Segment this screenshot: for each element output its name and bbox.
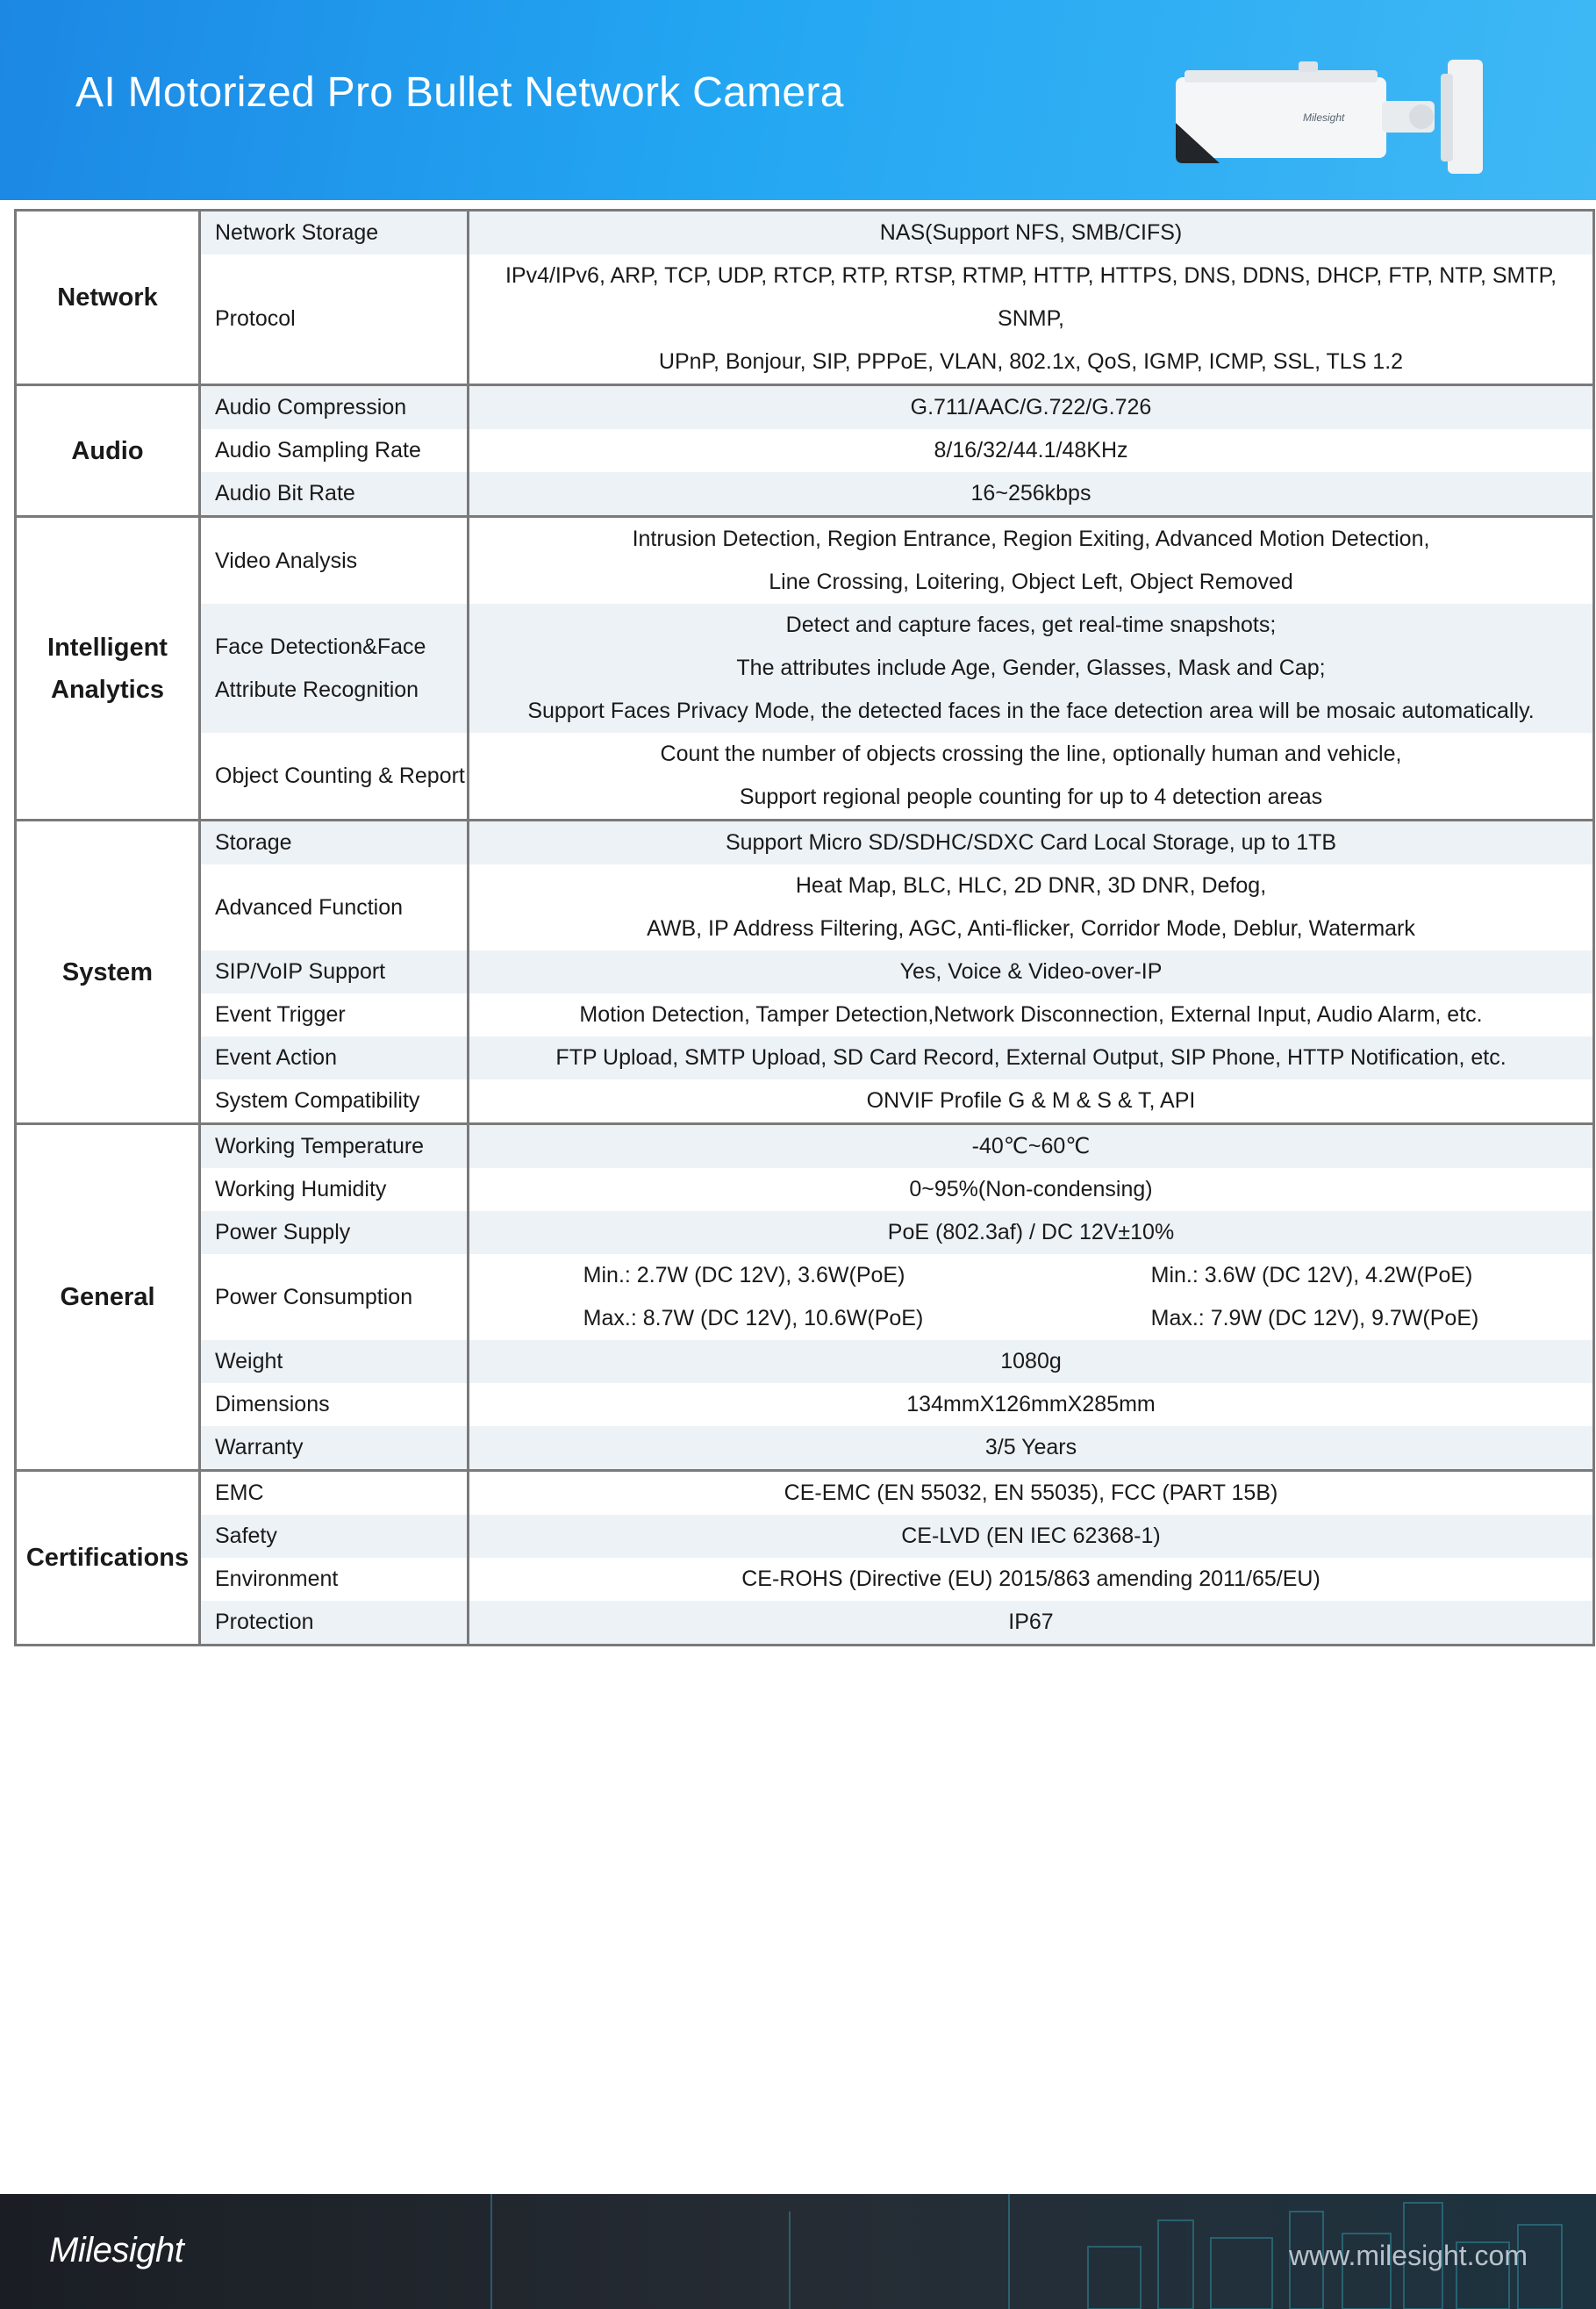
spec-label: Face Detection&Face Attribute Recognition [200, 604, 469, 733]
camera-brand-text: Milesight [1303, 111, 1345, 124]
spec-row [16, 1168, 1594, 1211]
spec-label: Audio Bit Rate [200, 472, 469, 517]
spec-value [469, 1124, 1594, 1169]
spec-label: Video Analysis [200, 517, 469, 605]
spec-label: Event Trigger [200, 993, 469, 1036]
spec-row [16, 1471, 1594, 1516]
spec-label: Environment [200, 1558, 469, 1601]
spec-row [16, 211, 1594, 255]
spec-value-line: Motion Detection, Tamper Detection,Network Disconnection, External Input, Audio Alarm, etc. [579, 1002, 1483, 1027]
milesight-logo: Milesight [49, 2231, 184, 2270]
spec-row [16, 1383, 1594, 1426]
spec-value-line: Support Micro SD/SDHC/SDXC Card Local Storage, up to 1TB [725, 830, 1337, 855]
camera-product-image [1158, 35, 1509, 193]
spec-value [469, 733, 1594, 821]
spec-group-name: General [16, 1124, 200, 1471]
spec-value [469, 1426, 1594, 1471]
spec-label: Network Storage [200, 211, 469, 255]
page-header [0, 0, 1596, 200]
spec-value [469, 1036, 1594, 1079]
power-consumption-grid [469, 1254, 1592, 1340]
spec-value-line: Min.: 3.6W (DC 12V), 4.2W(PoE) [1150, 1263, 1473, 1287]
power-consumption-column [583, 1254, 924, 1340]
spec-row [16, 385, 1594, 430]
spec-value [469, 821, 1594, 865]
spec-label: Object Counting & Report [200, 733, 469, 821]
spec-label: Warranty [200, 1426, 469, 1471]
spec-row [16, 1124, 1594, 1169]
spec-row [16, 472, 1594, 517]
spec-value [469, 211, 1594, 255]
spec-value-line: Max.: 7.9W (DC 12V), 9.7W(PoE) [1150, 1306, 1479, 1330]
spec-value [469, 385, 1594, 430]
spec-value [469, 1340, 1594, 1383]
spec-table-container [14, 209, 1592, 1646]
spec-row [16, 733, 1594, 821]
page-title: AI Motorized Pro Bullet Network Camera [75, 69, 844, 116]
spec-value [469, 255, 1594, 385]
spec-group-name: Certifications [16, 1471, 200, 1646]
spec-label: Working Temperature [200, 1124, 469, 1169]
spec-value-line: PoE (802.3af) / DC 12V±10% [887, 1220, 1175, 1244]
spec-row [16, 255, 1594, 385]
spec-value-line: Yes, Voice & Video-over-IP [899, 959, 1163, 984]
spec-label: Safety [200, 1515, 469, 1558]
spec-row [16, 1211, 1594, 1254]
spec-group-name: Network [16, 211, 200, 385]
spec-label: SIP/VoIP Support [200, 950, 469, 993]
spec-value-line: Heat Map, BLC, HLC, 2D DNR, 3D DNR, Defog, [795, 873, 1267, 898]
spec-row [16, 1601, 1594, 1646]
spec-value [469, 950, 1594, 993]
spec-label: Working Humidity [200, 1168, 469, 1211]
spec-value-line: -40℃~60℃ [971, 1134, 1091, 1158]
spec-value-line: Count the number of objects crossing the line, optionally human and vehicle, [660, 742, 1402, 766]
spec-value-line: IPv4/IPv6, ARP, TCP, UDP, RTCP, RTP, RTSP, RTMP, HTTP, HTTPS, DNS, DDNS, DHCP, FTP, NTP, SMTP, SNMP, [505, 263, 1557, 331]
spec-value [469, 1515, 1594, 1558]
spec-label: Storage [200, 821, 469, 865]
spec-row [16, 1079, 1594, 1124]
spec-row [16, 604, 1594, 733]
spec-value [469, 993, 1594, 1036]
page-footer [0, 2194, 1596, 2309]
spec-value-line: Max.: 8.7W (DC 12V), 10.6W(PoE) [583, 1306, 924, 1330]
spec-value-line: Support Faces Privacy Mode, the detected faces in the face detection area will be mosaic automatically. [527, 699, 1535, 723]
spec-value-line: Support regional people counting for up to 4 detection areas [739, 785, 1323, 809]
spec-value [469, 864, 1594, 950]
spec-row [16, 517, 1594, 605]
spec-group-name: System [16, 821, 200, 1124]
spec-value-line: 1080g [1000, 1349, 1062, 1373]
spec-label: Power Consumption [200, 1254, 469, 1340]
spec-row [16, 429, 1594, 472]
spec-row [16, 864, 1594, 950]
spec-value-line: 16~256kbps [970, 481, 1091, 506]
spec-value-line: 3/5 Years [984, 1435, 1077, 1459]
spec-value [469, 1254, 1594, 1340]
spec-value [469, 1211, 1594, 1254]
spec-row [16, 821, 1594, 865]
spec-label: EMC [200, 1471, 469, 1516]
spec-value-line: NAS(Support NFS, SMB/CIFS) [879, 220, 1183, 245]
spec-value-line: CE-LVD (EN IEC 62368-1) [901, 1524, 1161, 1548]
spec-row [16, 1036, 1594, 1079]
spec-label: Event Action [200, 1036, 469, 1079]
spec-value-line: G.711/AAC/G.722/G.726 [910, 395, 1152, 419]
spec-value-line: FTP Upload, SMTP Upload, SD Card Record, External Output, SIP Phone, HTTP Notification, etc. [555, 1045, 1507, 1070]
spec-row [16, 950, 1594, 993]
spec-group-name: Audio [16, 385, 200, 517]
spec-label: Power Supply [200, 1211, 469, 1254]
footer-url: www.milesight.com [1288, 2240, 1528, 2271]
spec-value [469, 604, 1594, 733]
spec-row [16, 1340, 1594, 1383]
spec-row [16, 1254, 1594, 1340]
spec-row [16, 1426, 1594, 1471]
spec-value-line: IP67 [1008, 1610, 1054, 1634]
spec-value [469, 429, 1594, 472]
spec-value [469, 517, 1594, 605]
spec-label: Protection [200, 1601, 469, 1646]
spec-value-line: CE-EMC (EN 55032, EN 55035), FCC (PART 15B) [784, 1481, 1278, 1505]
spec-value [469, 1558, 1594, 1601]
spec-value-line: 8/16/32/44.1/48KHz [934, 438, 1128, 463]
spec-value [469, 472, 1594, 517]
spec-label: Audio Sampling Rate [200, 429, 469, 472]
spec-value-line: The attributes include Age, Gender, Glasses, Mask and Cap; [736, 656, 1326, 680]
spec-value [469, 1168, 1594, 1211]
spec-label: System Compatibility [200, 1079, 469, 1124]
spec-value-line: AWB, IP Address Filtering, AGC, Anti-flicker, Corridor Mode, Deblur, Watermark [647, 916, 1415, 941]
spec-value [469, 1471, 1594, 1516]
spec-value-line: Intrusion Detection, Region Entrance, Region Exiting, Advanced Motion Detection, [632, 527, 1430, 551]
spec-label: Dimensions [200, 1383, 469, 1426]
spec-value-line: ONVIF Profile G & M & S & T, API [866, 1088, 1196, 1113]
spec-row [16, 1558, 1594, 1601]
spec-value-line: CE-ROHS (Directive (EU) 2015/863 amending 2011/65/EU) [741, 1567, 1320, 1591]
power-consumption-column [1151, 1254, 1479, 1340]
spec-table [14, 209, 1595, 1646]
spec-value-line: Line Crossing, Loitering, Object Left, Object Removed [769, 570, 1293, 594]
spec-value [469, 1079, 1594, 1124]
spec-label: Audio Compression [200, 385, 469, 430]
spec-value-line: 0~95%(Non-condensing) [909, 1177, 1153, 1201]
spec-group-name: Intelligent Analytics [16, 517, 200, 821]
spec-value [469, 1383, 1594, 1426]
spec-value-line: Min.: 2.7W (DC 12V), 3.6W(PoE) [583, 1263, 905, 1287]
spec-value-line: Detect and capture faces, get real-time snapshots; [785, 613, 1277, 637]
spec-value [469, 1601, 1594, 1646]
spec-label: Weight [200, 1340, 469, 1383]
spec-label: Protocol [200, 255, 469, 385]
spec-row [16, 1515, 1594, 1558]
spec-row [16, 993, 1594, 1036]
spec-value-line: 134mmX126mmX285mm [906, 1392, 1156, 1416]
spec-value-line: UPnP, Bonjour, SIP, PPPoE, VLAN, 802.1x, QoS, IGMP, ICMP, SSL, TLS 1.2 [658, 349, 1404, 374]
spec-label: Advanced Function [200, 864, 469, 950]
